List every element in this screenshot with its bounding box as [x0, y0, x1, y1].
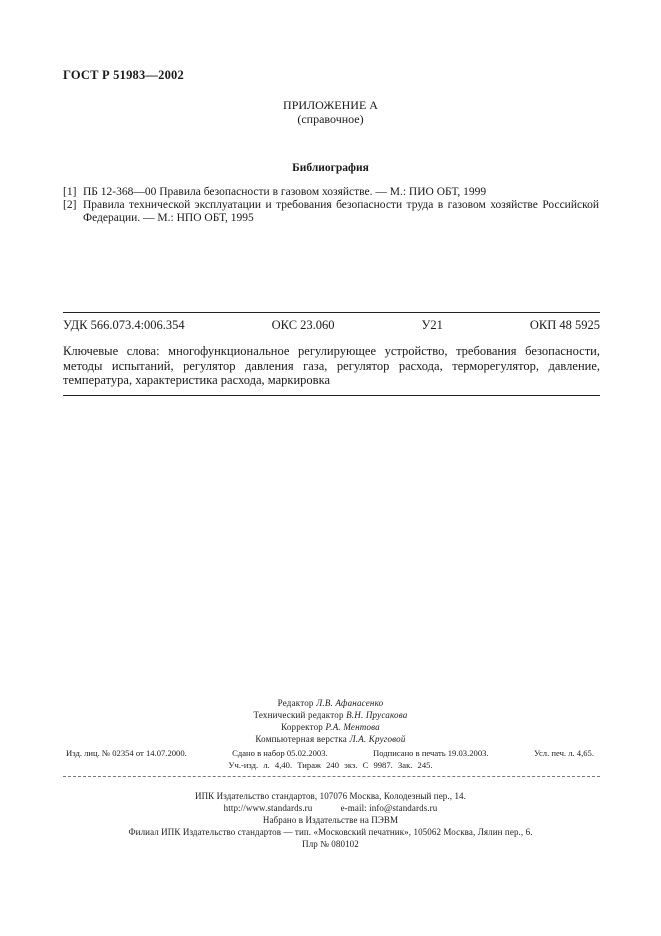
layout-line	[0, 733, 661, 745]
appendix-note: (справочное)	[297, 112, 364, 126]
website-link[interactable]: http://www.standards.ru	[223, 803, 313, 813]
publishing-info-line-2	[0, 760, 661, 770]
layout-label: Компьютерная верстка	[255, 734, 348, 744]
corrector-name: Р.А. Ментова	[325, 722, 380, 732]
tech-editor-label: Технический редактор	[253, 710, 344, 720]
print-sheets: Усл. печ. л. 4,65.	[533, 748, 594, 758]
signed-date: Подписано в печать 19.03.2003.	[373, 748, 489, 758]
keywords: Ключевые слова: многофункциональное регулирующее устройство, требования безопасности, методы испытаний, регулятор давления газа, регулятор расхода, терморегулятор, давление, температура, характеристика расхода, маркировка	[63, 344, 600, 387]
plr-number: Плр № 080102	[302, 839, 359, 849]
corrector-label: Корректор	[281, 722, 324, 732]
udk-code: УДК 566.073.4:006.354	[63, 318, 185, 332]
appendix-header	[0, 98, 661, 126]
reference-item	[63, 199, 599, 225]
reference-list	[63, 186, 599, 226]
tech-editor-line	[0, 709, 661, 721]
standard-id: ГОСТ Р 51983—2002	[63, 68, 184, 82]
corrector-line	[0, 721, 661, 733]
typeset-note: Набрано в Издательстве на ПЭВМ	[262, 815, 399, 825]
reference-number: [2]	[63, 199, 77, 212]
publishing-info-line-1	[66, 748, 594, 758]
reference-item	[63, 186, 599, 199]
u-code: У21	[421, 318, 443, 332]
bibliography-title: Библиография	[292, 162, 369, 174]
dashed-divider	[63, 776, 600, 777]
editor-name: Л.В. Афанасенко	[316, 698, 384, 708]
editor-line	[0, 697, 661, 709]
email-link[interactable]: e-mail: info@standards.ru	[340, 803, 438, 813]
editor-label: Редактор	[277, 698, 314, 708]
staff-credits	[0, 697, 661, 745]
okp-code: ОКП 48 5925	[529, 318, 600, 332]
layout-name: Л.А. Круговой	[349, 734, 406, 744]
appendix-title: ПРИЛОЖЕНИЕ А	[283, 98, 378, 112]
reference-number: [1]	[63, 186, 77, 198]
order-number: Зак. 245.	[397, 760, 433, 770]
classification-codes	[63, 318, 600, 333]
reference-text: Правила технической эксплуатации и требования безопасности труда в газовом хозяйстве Российской Федерации. — М.: НПО ОБТ, 1995	[83, 199, 599, 225]
sent-date: Сдано в набор 05.02.2003.	[232, 748, 328, 758]
contact-line	[0, 802, 661, 814]
reference-text: ПБ 12-368—00 Правила безопасности в газовом хозяйстве. — М.: ПИО ОБТ, 1999	[83, 186, 487, 198]
publisher-footer	[0, 790, 661, 850]
oks-code: ОКС 23.060	[271, 318, 335, 332]
top-divider	[63, 312, 600, 313]
branch-address: Филиал ИПК Издательство стандартов — тип. «Московский печатник», 105062 Москва, Лялин пер., 6.	[128, 827, 533, 837]
license: Изд. лиц. № 02354 от 14.07.2000.	[66, 748, 187, 758]
publisher-address: ИПК Издательство стандартов, 107076 Москва, Колодезный пер., 14.	[194, 791, 467, 801]
edition-sheets: Уч.-изд. л. 4,40.	[228, 760, 293, 770]
bottom-divider	[63, 395, 600, 396]
tech-editor-name: В.Н. Прусакова	[346, 710, 408, 720]
print-run: Тираж 240 экз. С 9987.	[297, 760, 393, 770]
